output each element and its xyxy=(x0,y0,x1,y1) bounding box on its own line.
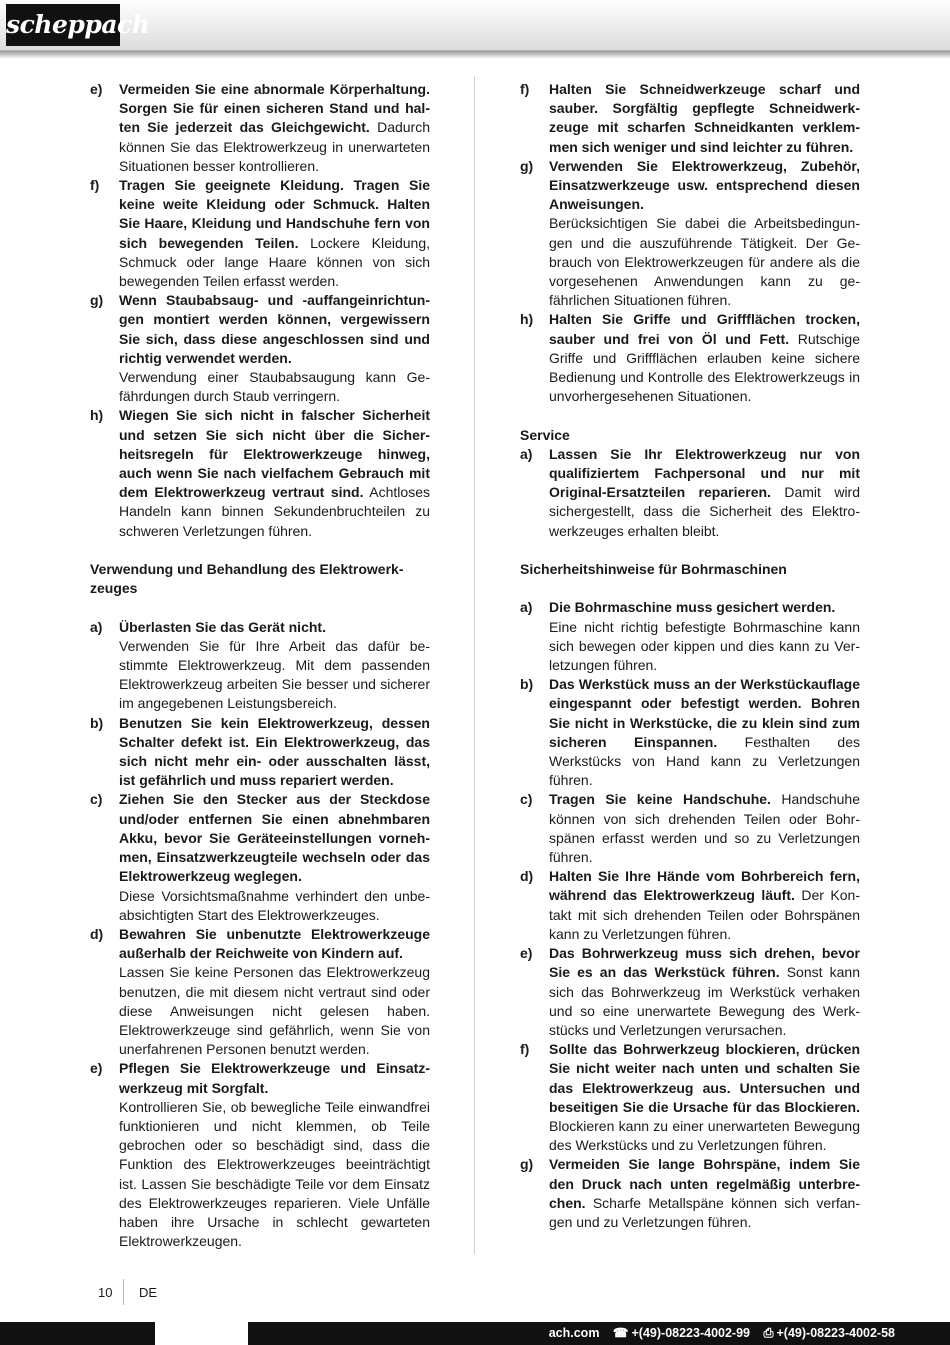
bold-text: Halten Sie Ihre Hände vom Bohrbereich fern, während das Elektrowerkzeug läuft. xyxy=(549,868,860,904)
body-text: Dadurch können Sie das Elektrowerkzeug in unerwarteten Situationen besser kontrollieren. xyxy=(119,119,430,174)
body-text: Damit wird sichergestellt, dass die Sicherheit des Elektrowerkzeuges erhalten bleibt. xyxy=(549,484,860,539)
bold-text: Wenn Staubabsaug- und -auffangeinrichtungen montiert werden können, vergewissern Sie sich, dass diese angeschlossen sind und richtig verwendet werden. xyxy=(119,292,430,366)
list-item xyxy=(90,291,430,406)
spacer xyxy=(520,541,860,560)
page-header xyxy=(0,0,950,51)
item-text xyxy=(119,925,430,1059)
item-label: h) xyxy=(520,311,534,328)
bold-text: Tragen Sie keine Handschuhe. xyxy=(549,791,771,808)
list-item xyxy=(90,406,430,540)
footer-separator xyxy=(123,1279,124,1305)
list-item xyxy=(520,867,860,944)
item-label: d) xyxy=(90,925,104,942)
body-text: Festhalten des Werkstücks von Hand kann zu Verletzungen führen. xyxy=(549,733,860,789)
list-item xyxy=(520,598,860,675)
item-text xyxy=(119,80,430,176)
list-item xyxy=(520,1040,860,1155)
item-label: e) xyxy=(90,81,103,97)
language-code: DE xyxy=(139,1285,158,1300)
body-text: Eine nicht richtig befestigte Bohrmaschine kann sich bewegen oder kippen und dies kann zu Verletzungen führen. xyxy=(549,618,860,674)
body-text: Rutschige Griffe und Griffflächen erlauben keine sichere Bedienung und Kontrolle des Elektrowerkzeugs in unvorhergesehenen Situationen. xyxy=(549,330,860,405)
list-item xyxy=(90,1059,430,1251)
item-text xyxy=(119,790,430,924)
bold-text: Vermeiden Sie eine abnormale Körperhaltung. Sorgen Sie für einen sicheren Stand und halten Sie jederzeit das Gleichgewicht. xyxy=(119,81,430,136)
bold-text: Verwenden Sie Elektrowerkzeug, Zubehör, Einsatzwerkzeuge usw. entsprechend diesen Anweisungen. xyxy=(549,157,860,213)
bold-text: Halten Sie Griffe und Griffflächen trocken, sauber und frei von Öl und Fett. xyxy=(549,311,860,347)
body-text: Der Kontakt mit sich drehenden Teilen oder Bohrspänen kann zu Verletzungen führen. xyxy=(549,887,861,942)
list-item xyxy=(520,1155,860,1232)
item-label: a) xyxy=(90,618,103,635)
bold-text: Das Bohrwerkzeug muss sich drehen, bevor Sie es an das Werkstück führen. xyxy=(549,945,860,981)
item-label: g) xyxy=(90,292,104,309)
bold-text: Pflegen Sie Elektrowerkzeuge und Einsatzwerkzeug mit Sorgfalt. xyxy=(119,1060,430,1096)
bold-text: Vermeiden Sie lange Bohrspäne, indem Sie den Druck nach unten regelmäßig unterbrechen. xyxy=(549,1156,860,1211)
section-heading: Verwendung und Behandlung des Elektrowerkzeuges xyxy=(90,561,404,597)
spacer xyxy=(520,579,860,598)
list-item xyxy=(90,790,430,924)
list-item xyxy=(520,944,860,1040)
body-text: Blockieren kann zu einer unerwarteten Bewegung des Werkstücks und zu Verletzungen führen. xyxy=(549,1117,860,1154)
body-text: Handschuhe können von sich drehenden Teilen oder Bohrspänen erfasst werden und so zu Verletzungen führen. xyxy=(549,791,860,866)
item-label: f) xyxy=(520,81,530,97)
item-label: b) xyxy=(90,714,104,731)
bold-text: Sollte das Bohrwerkzeug blockieren, drücken Sie nicht weiter nach unten und schalten Sie das Elektrowerkzeug aus. Untersuchen und beseitigen Sie die Ursache für das Blockieren. xyxy=(549,1041,860,1115)
bold-text: Benutzen Sie kein Elektrowerkzeug, dessen Schalter defekt ist. Ein Elektrowerkzeug, das sich nicht mehr ein- oder ausschalten lässt, ist gefährlich und muss repariert werden. xyxy=(119,714,430,789)
section-heading: Service xyxy=(520,426,570,443)
item-text xyxy=(549,445,860,541)
body-text: Scharfe Metallspäne können sich verfangen und zu Verletzungen führen. xyxy=(549,1194,860,1230)
item-text xyxy=(119,618,430,714)
item-text xyxy=(549,157,860,311)
item-text xyxy=(549,944,860,1040)
body-text: Verwenden Sie für Ihre Arbeit das dafür bestimmte Elektrowerkzeug. Mit dem passenden Elektrowerkzeug arbeiten Sie besser und sicherer im angegebenen Leistungsbereich. xyxy=(119,637,430,712)
list-item xyxy=(90,618,430,714)
bold-text: Tragen Sie geeignete Kleidung. Tragen Sie keine weite Kleidung oder Schmuck. Halten Sie Haare, Kleidung und Handschuhe fern von sich bewegenden Teilen. xyxy=(119,177,430,251)
item-label: f) xyxy=(520,1041,530,1058)
item-text xyxy=(119,714,430,791)
item-text xyxy=(549,867,860,944)
bold-text: Wiegen Sie sich nicht in falscher Sicherheit und setzen Sie sich nicht über die Sicherheitsregeln für Elektrowerkzeuge hinweg, auch wenn Sie nach vielfachem Gebrauch mit dem Elektrowerkzeug vertraut sind. xyxy=(119,407,430,501)
bold-text: Überlasten Sie das Gerät nicht. xyxy=(119,618,326,635)
body-text: Verwendung einer Staubabsaugung kann Gefährdungen durch Staub verringern. xyxy=(119,369,430,405)
item-text xyxy=(549,675,860,790)
contact-info xyxy=(539,1322,895,1345)
item-text xyxy=(119,176,430,291)
item-text xyxy=(549,80,860,157)
body-text: Lassen Sie keine Personen das Elektrowerkzeug benutzen, die mit diesem nicht vertraut sind oder diese Anweisungen nicht gelesen haben. Elektrowerkzeuge sind gefährlich, wenn Sie von unerfahrenen Personen benutzt werden. xyxy=(119,964,430,1058)
item-text xyxy=(549,790,860,867)
bold-text: Das Werkstück muss an der Werkstückauflage eingespannt oder befestigt werden. Bohren Sie nicht in Werkstücke, die zu klein sind zum sicheren Einspannen. xyxy=(549,676,860,750)
item-label: h) xyxy=(90,407,104,424)
list-item xyxy=(90,80,430,176)
header-shadow xyxy=(0,51,950,59)
item-label: g) xyxy=(520,1156,534,1173)
website-text[interactable]: ach.com xyxy=(548,1326,600,1340)
item-label: b) xyxy=(520,676,534,693)
body-text: Berücksichtigen Sie dabei die Arbeitsbedingungen und die auszuführende Tätigkeit. Der Gebrauch von Elektrowerkzeugen für andere als die vorgesehenen Anwendungen kann zu gefährlichen Situationen führen. xyxy=(549,215,860,309)
item-text xyxy=(549,598,860,675)
item-label: c) xyxy=(90,791,103,808)
bold-text: Halten Sie Schneidwerkzeuge scharf und sauber. Sorgfältig gepflegte Schneidwerkzeuge mit scharfen Schneidkanten verklemmen sich weniger und sind leichter zu führen. xyxy=(549,81,860,155)
scheppach-logo: scheppach xyxy=(6,4,120,46)
item-label: e) xyxy=(520,945,533,962)
list-item xyxy=(520,790,860,867)
bold-text: Ziehen Sie den Stecker aus der Steckdose und/oder entfernen Sie einen abnehmbaren Akku, bevor Sie Geräteeinstellungen vornehmen, Einsatzwerkzeugteile wechseln oder das Elektrowerkzeug weglegen. xyxy=(119,791,430,885)
item-text xyxy=(119,1059,430,1251)
list-item xyxy=(520,445,860,541)
bold-text: Lassen Sie Ihr Elektrowerkzeug nur von qualifiziertem Fachpersonal und nur mit Original-Ersatzteilen reparieren. xyxy=(549,445,860,501)
item-label: a) xyxy=(520,445,533,462)
item-text xyxy=(119,291,430,406)
left-column xyxy=(90,80,430,1251)
spacer xyxy=(90,541,430,560)
list-item xyxy=(90,925,430,1059)
item-label: e) xyxy=(90,1060,103,1077)
fax-icon: ⎙ xyxy=(763,1326,774,1340)
item-text xyxy=(549,1155,860,1232)
page-number: 10 xyxy=(98,1285,113,1300)
body-text: Lockere Kleidung, Schmuck oder lange Haare können von sich bewegenden Teilen erfasst werden. xyxy=(119,234,430,290)
item-text xyxy=(549,1040,860,1155)
body-text: Kontrollieren Sie, ob bewegliche Teile einwandfrei funktionieren und nicht klemmen, ob Teile gebrochen oder so beschädigt sind, dass die Funktion des Elektrowerkzeuges beeinträchtigt ist. Lassen Sie beschädigte Teile vor dem Einsatz des Elektrowerkzeuges reparieren. Viele Unfälle haben ihre Ursache in schlecht gewarteten Elektrowerkzeugen. xyxy=(119,1098,430,1250)
list-item xyxy=(520,80,860,157)
spacer xyxy=(90,598,430,617)
footer-bar-gap xyxy=(155,1322,248,1345)
item-label: f) xyxy=(90,177,100,194)
bold-text: Bewahren Sie unbenutzte Elektrowerkzeuge außerhalb der Reichweite von Kindern auf. xyxy=(119,925,430,962)
spacer xyxy=(520,406,860,425)
phone-number: +(49)-08223-4002-99 xyxy=(631,1326,750,1340)
body-text: Sonst kann sich das Bohrwerkzeug im Werkstück verhaken und so eine unerwartete Bewegung des Werkstücks und Verletzungen verursachen. xyxy=(549,964,860,1038)
list-item xyxy=(520,675,860,790)
item-label: d) xyxy=(520,868,534,885)
item-label: a) xyxy=(520,599,533,616)
list-item xyxy=(90,714,430,791)
item-label: g) xyxy=(520,157,534,174)
list-item xyxy=(520,157,860,311)
section-heading: Sicherheitshinweise für Bohrmaschinen xyxy=(520,561,787,578)
body-text: Achtloses Handeln kann binnen Sekundenbruchteilen zu schweren Verletzungen führen. xyxy=(119,484,430,539)
body-text: Diese Vorsichtsmaßnahme verhindert den unbeabsichtigten Start des Elektrowerkzeuges. xyxy=(119,887,430,923)
column-divider xyxy=(474,76,475,1254)
bold-text: Die Bohrmaschine muss gesichert werden. xyxy=(549,599,836,616)
item-label: c) xyxy=(520,791,533,808)
phone-icon: ☎ xyxy=(612,1326,629,1340)
right-column xyxy=(520,80,860,1232)
list-item xyxy=(520,310,860,406)
item-text xyxy=(549,310,860,406)
list-item xyxy=(90,176,430,291)
fax-number: +(49)-08223-4002-58 xyxy=(776,1326,895,1340)
item-text xyxy=(119,406,430,540)
